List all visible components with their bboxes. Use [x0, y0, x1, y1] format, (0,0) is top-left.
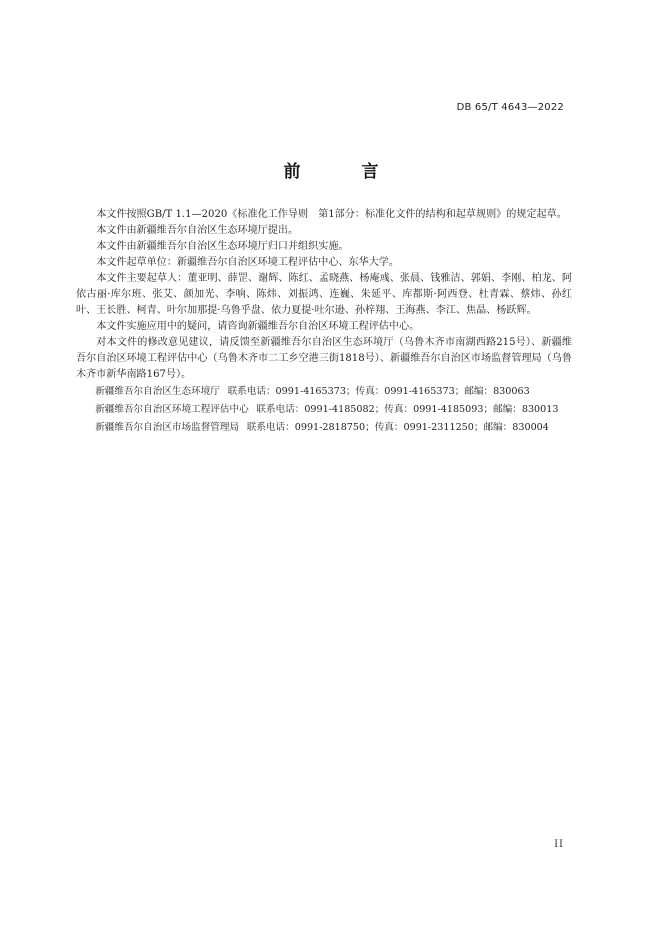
contact-row	[76, 401, 572, 419]
contact-list	[76, 383, 572, 437]
page-number: II	[554, 839, 564, 850]
contact-info: 联系电话：0991-2818750；传真：0991-2311250；邮编：830004	[246, 422, 549, 433]
page-title: 前 言	[283, 162, 401, 182]
paragraph: 本文件按照GB/T 1.1—2020《标准化工作导则 第1部分：标准化文件的结构和起草规则》的规定起草。	[96, 209, 567, 220]
paragraph: 本文件主要起草人：董亚明、薛罡、谢辉、陈红、孟晓燕、杨庵彧、张晨、钱雅洁、郭娟、李刚、柏龙、阿依古丽·库尔班、张艾、颜加光、李响、陈炜、刘振鸿、连巍、朱延平、库都斯·阿西登、杜青霖、蔡炜、孙红叶、王长胜、柯青、叶尔加那提·乌鲁乎盘、依力夏提·吐尔逊、孙梓翔、王海燕、李江、焦晶、杨跃辉。	[76, 273, 572, 316]
document-code: DB 65/T 4643—2022	[456, 102, 564, 113]
contact-info: 联系电话：0991-4165373；传真：0991-4165373；邮编：830063	[227, 386, 530, 397]
contact-org: 新疆维吾尔自治区环境工程评估中心	[95, 404, 249, 415]
contact-row	[76, 419, 572, 437]
paragraph: 对本文件的修改意见建议，请反馈至新疆维吾尔自治区生态环境厅（乌鲁木齐市南湖西路215号）、新疆维吾尔自治区环境工程评估中心（乌鲁木齐市二工乡空港三街1818号）、新疆维吾尔自治区市场监督管理局（乌鲁木齐市新华南路167号）。	[76, 337, 572, 380]
paragraph: 本文件由新疆维吾尔自治区生态环境厅提出。	[96, 225, 299, 236]
contact-info: 联系电话：0991-4185082；传真：0991-4185093；邮编：830013	[256, 404, 559, 415]
paragraph: 本文件由新疆维吾尔自治区生态环境厅归口并组织实施。	[96, 241, 349, 252]
preface-body	[76, 207, 572, 437]
contact-org: 新疆维吾尔自治区生态环境厅	[95, 386, 220, 397]
paragraph: 本文件实施应用中的疑问，请咨询新疆维吾尔自治区环境工程评估中心。	[96, 321, 420, 332]
contact-org: 新疆维吾尔自治区市场监督管理局	[95, 422, 240, 433]
contact-row	[76, 383, 572, 401]
paragraph: 本文件起草单位：新疆维吾尔自治区环境工程评估中心、东华大学。	[96, 257, 399, 268]
